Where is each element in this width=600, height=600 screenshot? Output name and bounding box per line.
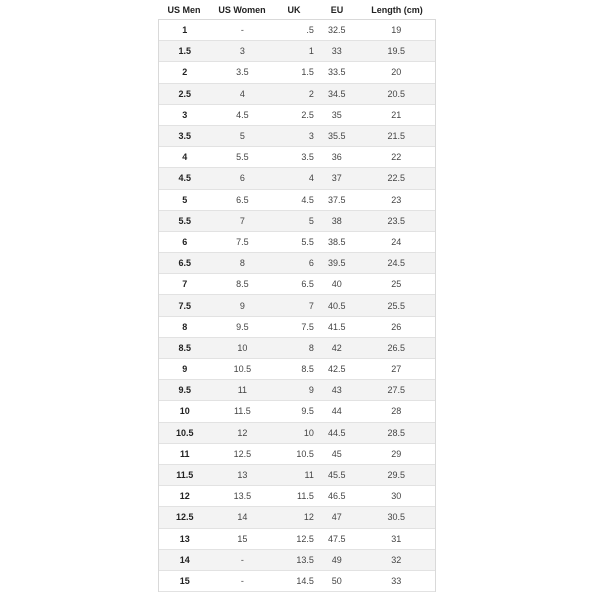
cell-us-men: 9 [182,364,188,375]
table-row [159,550,435,571]
cell-us-men: 2 [182,67,188,78]
cell-uk: 4 [308,173,314,184]
header-us-women: US Women [218,4,266,15]
cell-uk: 9 [308,385,314,396]
cell-length: 26.5 [387,342,406,353]
header-length: Length (cm) [371,4,423,15]
table-row [159,401,435,422]
cell-us-men: 4.5 [178,173,192,184]
cell-uk: 12.5 [296,533,314,544]
cell-us-men: 10 [179,406,190,417]
cell-eu: 33 [331,46,342,57]
cell-us-women: 13 [237,470,248,481]
table-body [158,20,436,592]
cell-length: 30.5 [387,512,406,523]
table-row [159,147,435,168]
cell-length: 27 [391,364,402,375]
cell-eu: 36 [331,152,342,163]
cell-eu: 50 [331,575,342,586]
cell-us-women: 11.5 [233,406,251,417]
cell-uk: 4.5 [301,194,314,205]
cell-us-women: 8.5 [236,279,249,290]
cell-length: 20.5 [387,88,406,99]
cell-uk: 9.5 [301,406,314,417]
cell-eu: 42.5 [327,364,346,375]
cell-us-men: 11.5 [176,470,194,481]
table-row [159,423,435,444]
cell-eu: 38.5 [327,236,346,247]
cell-us-men: 7 [182,279,188,290]
cell-uk: .5 [306,25,314,36]
cell-us-women: 9 [239,300,245,311]
cell-uk: 7 [308,300,314,311]
cell-eu: 37 [331,173,342,184]
cell-length: 23.5 [387,215,406,226]
table-row [159,274,435,295]
header-eu: EU [330,4,344,15]
table-header-row [158,0,436,20]
cell-eu: 43 [331,385,342,396]
table-row [159,507,435,528]
cell-length: 29.5 [387,470,406,481]
cell-us-women: 4 [239,88,245,99]
cell-us-men: 8.5 [178,342,192,353]
cell-us-men: 15 [179,575,190,586]
cell-uk: 3 [308,131,314,142]
header-us-men: US Men [167,4,201,15]
table-row [159,317,435,338]
cell-us-women: 4.5 [236,109,249,120]
cell-us-women: - [240,554,244,565]
table-row [159,295,435,316]
cell-uk: 14.5 [296,575,314,586]
cell-us-men: 4 [182,152,188,163]
cell-uk: 11 [304,470,314,481]
cell-length: 21.5 [387,131,406,142]
cell-length: 31 [391,533,402,544]
table-row [159,486,435,507]
table-row [159,168,435,189]
cell-us-women: 7 [239,215,245,226]
cell-eu: 41.5 [327,321,346,332]
table-row [159,444,435,465]
cell-eu: 40.5 [327,300,346,311]
cell-us-women: 6.5 [236,194,249,205]
cell-us-men: 7.5 [178,300,192,311]
cell-eu: 47 [331,512,342,523]
table-row [159,529,435,550]
cell-uk: 10 [303,427,314,438]
cell-length: 33 [391,575,402,586]
cell-uk: 11.5 [297,491,314,502]
cell-length: 22 [391,152,402,163]
cell-eu: 44.5 [327,427,346,438]
table-row [159,62,435,83]
cell-length: 29 [391,448,402,459]
table-row [159,126,435,147]
table-row [159,41,435,62]
cell-us-women: 6 [239,173,245,184]
cell-length: 27.5 [387,385,406,396]
cell-us-women: 7.5 [236,236,249,247]
cell-length: 28.5 [387,427,406,438]
cell-length: 22.5 [387,173,406,184]
cell-uk: 6.5 [301,279,314,290]
cell-us-men: 6 [182,236,188,247]
cell-uk: 12 [303,512,314,523]
cell-us-women: 3.5 [236,67,249,78]
cell-us-men: 6.5 [178,258,192,269]
cell-eu: 44 [331,406,342,417]
cell-uk: 7.5 [301,321,314,332]
cell-us-men: 8 [182,321,188,332]
cell-us-women: 3 [239,46,245,57]
cell-us-women: 5 [239,131,245,142]
table-row [159,211,435,232]
cell-eu: 42 [331,342,342,353]
cell-uk: 2.5 [301,109,314,120]
cell-us-women: 12 [237,427,248,438]
cell-uk: 8.5 [301,364,314,375]
table-row [159,338,435,359]
table-row [159,571,435,592]
cell-eu: 45 [331,448,342,459]
cell-length: 24 [391,236,402,247]
cell-us-men: 2.5 [178,88,192,99]
table-row [159,380,435,401]
table-row [159,465,435,486]
cell-uk: 10.5 [296,448,314,459]
cell-us-women: 9.5 [236,321,249,332]
cell-eu: 38 [331,215,342,226]
cell-length: 19.5 [387,46,406,57]
cell-us-men: 13 [179,533,190,544]
table-row [159,84,435,105]
cell-length: 30 [391,491,402,502]
cell-uk: 6 [308,258,314,269]
cell-uk: 5.5 [301,236,314,247]
cell-us-women: - [240,575,244,586]
cell-eu: 40 [331,279,342,290]
cell-us-women: 5.5 [236,152,249,163]
table-row [159,253,435,274]
cell-us-men: 3.5 [178,131,192,142]
table-row [159,105,435,126]
cell-us-men: 5.5 [178,215,192,226]
cell-uk: 8 [308,342,314,353]
cell-eu: 34.5 [327,88,346,99]
cell-length: 21 [391,109,402,120]
cell-us-men: 14 [179,554,190,565]
cell-eu: 49 [331,554,342,565]
cell-eu: 45.5 [327,470,346,481]
cell-length: 19 [391,25,402,36]
cell-us-women: 13.5 [233,491,252,502]
cell-length: 25 [391,279,402,290]
cell-eu: 33.5 [327,67,346,78]
cell-length: 24.5 [387,258,406,269]
cell-us-men: 5 [182,194,188,205]
cell-eu: 35 [331,109,342,120]
cell-us-women: 10 [237,342,248,353]
cell-us-men: 10.5 [176,427,194,438]
table-row [159,359,435,380]
cell-length: 23 [391,194,402,205]
cell-us-men: 1.5 [178,46,192,57]
cell-us-men: 12 [179,491,190,502]
cell-length: 28 [391,406,402,417]
cell-us-women: 11 [237,385,248,396]
cell-us-men: 9.5 [178,385,192,396]
cell-us-men: 11 [180,448,190,459]
cell-us-women: - [240,25,244,36]
cell-us-men: 3 [182,109,188,120]
cell-length: 26 [391,321,402,332]
cell-eu: 46.5 [327,491,346,502]
table-row [159,190,435,211]
cell-length: 25.5 [387,300,406,311]
cell-length: 32 [391,554,402,565]
cell-eu: 32.5 [327,25,346,36]
cell-uk: 1 [308,46,314,57]
cell-length: 20 [391,67,402,78]
size-chart-table [158,0,436,600]
cell-us-men: 1 [182,25,188,36]
cell-eu: 47.5 [327,533,346,544]
cell-uk: 5 [308,215,314,226]
cell-us-women: 8 [239,258,245,269]
cell-us-women: 12.5 [233,448,252,459]
cell-us-women: 10.5 [233,364,252,375]
cell-eu: 37.5 [327,194,346,205]
cell-uk: 13.5 [296,554,314,565]
header-uk: UK [287,4,301,15]
cell-uk: 3.5 [301,152,314,163]
cell-uk: 1.5 [301,67,314,78]
cell-uk: 2 [308,88,314,99]
cell-eu: 39.5 [327,258,346,269]
cell-eu: 35.5 [327,131,346,142]
table-row [159,20,435,41]
cell-us-men: 12.5 [176,512,194,523]
cell-us-women: 14 [237,512,248,523]
table-row [159,232,435,253]
cell-us-women: 15 [237,533,248,544]
